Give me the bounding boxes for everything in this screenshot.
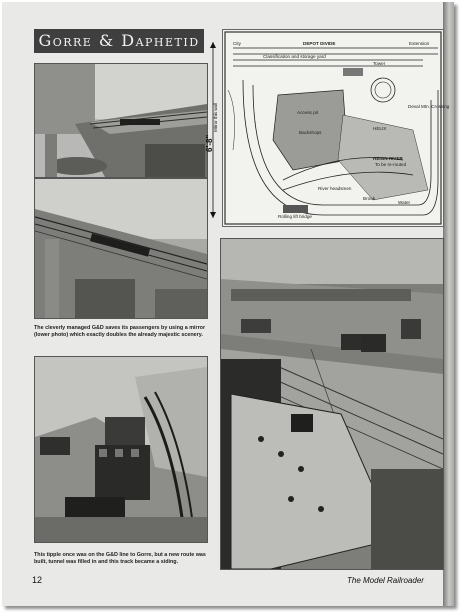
caption-mirror: The cleverly managed G&D saves its passengers by using a mirror (lower photo) which exactly doubles the already majestic scenery.	[34, 325, 206, 338]
plan-label-helix: HELIX	[373, 126, 387, 131]
plan-label-city: City	[233, 41, 241, 46]
caption-tipple: This tipple once was on the G&D line to Gorre, but a new route was built, tunnel was filled in and this track became a siding.	[34, 552, 206, 565]
photo-layout-overview	[220, 238, 444, 570]
dimension-side-label: Mirror this wall	[213, 102, 218, 132]
plan-label-reign: REIGN RIVER	[373, 156, 403, 161]
photo-mirror-scene	[34, 178, 208, 319]
magazine-name: The Model Railroader	[347, 576, 424, 585]
magazine-page	[2, 2, 454, 606]
article-title: Gorre & Daphetid	[34, 29, 204, 53]
page-number: 12	[32, 575, 43, 585]
plan-label-bridge: Rolling lift bridge	[278, 214, 312, 219]
plan-label-backshop: Backshops	[299, 130, 322, 135]
track-plan-diagram	[222, 29, 450, 227]
plan-label-water: Water	[398, 200, 411, 205]
plan-label-reign-sub: To be re-routed	[375, 162, 407, 167]
plan-label-access-pit: Access pit	[297, 110, 318, 115]
plan-label-depot: DEPOT DIVIDE	[303, 41, 336, 46]
plan-label-yard: Classification and storage yard	[263, 54, 326, 59]
plan-label-tower: Tower	[373, 61, 386, 66]
plan-label-brook: Brook	[363, 196, 376, 201]
page-fold-shadow	[443, 2, 454, 606]
photo-railway-shelf	[34, 63, 208, 178]
plan-label-deval: Deval Mtn. Crossing	[408, 104, 450, 109]
dimension-label: 6'-8"	[205, 134, 214, 152]
plan-label-extension: Extension	[409, 41, 430, 46]
photo-tipple	[34, 356, 208, 543]
plan-label-river-headsmen: River headsmen	[318, 186, 352, 191]
